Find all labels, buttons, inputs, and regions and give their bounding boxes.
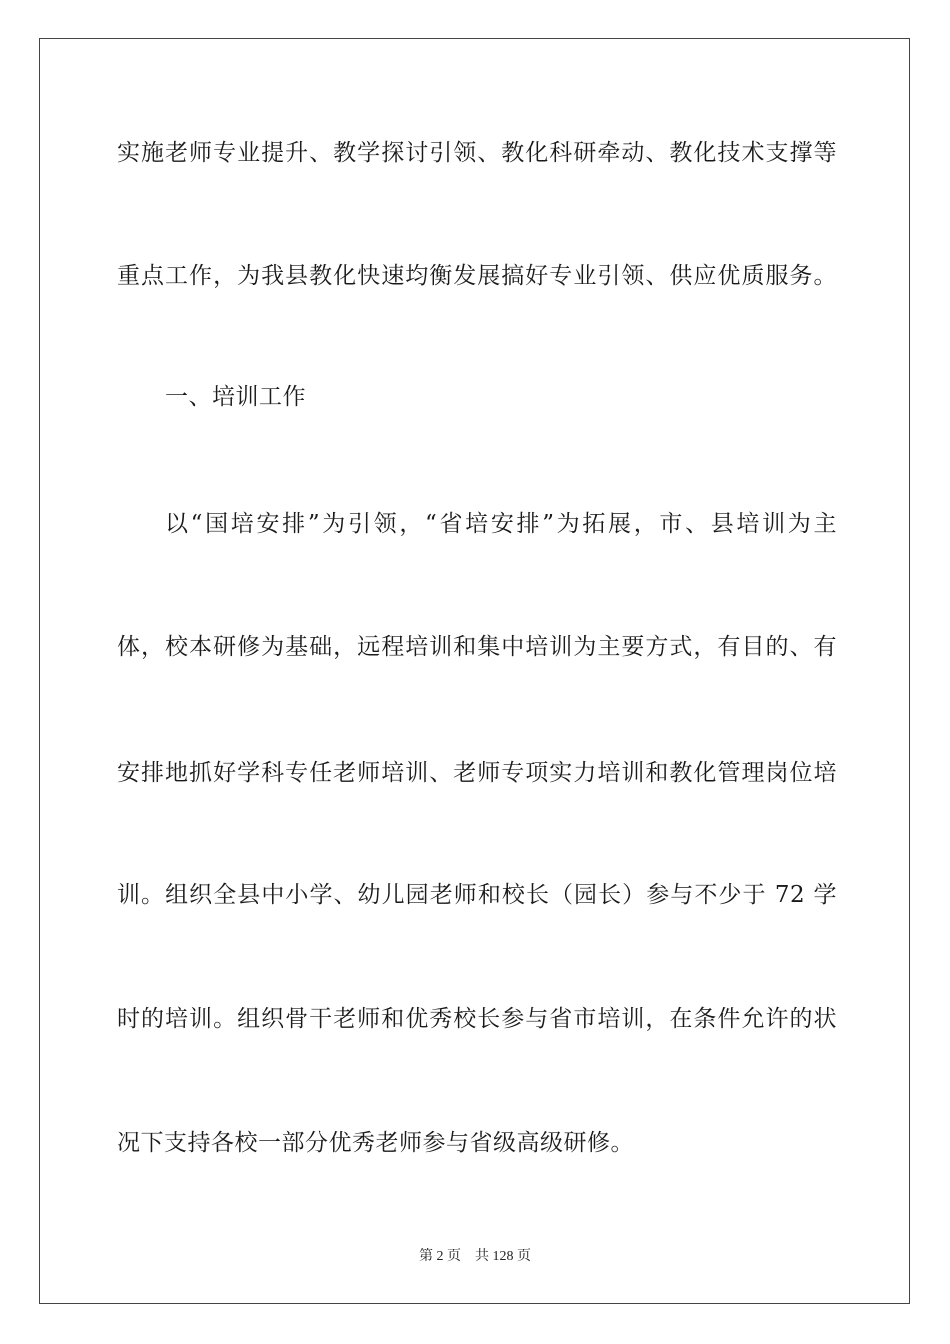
- paragraph-line-2: 重点工作，为我县教化快速均衡发展搞好专业引领、供应优质服务。: [117, 263, 837, 289]
- page-total: 共 128 页: [475, 1249, 531, 1264]
- section-heading: 一、培训工作: [165, 384, 306, 410]
- paragraph-line-7: 时的培训。组织骨干老师和优秀校长参与省市培训，在条件允许的状: [117, 1006, 837, 1032]
- paragraph-line-8: 况下支持各校一部分优秀老师参与省级高级研修。: [117, 1130, 634, 1156]
- paragraph-line-1: 实施老师专业提升、教学探讨引领、教化科研牵动、教化技术支撑等: [117, 140, 837, 166]
- paragraph-line-3: 以“国培安排”为引领，“省培安排”为拓展，市、县培训为主: [165, 511, 837, 537]
- paragraph-line-5: 安排地抓好学科专任老师培训、老师专项实力培训和教化管理岗位培: [117, 760, 837, 786]
- paragraph-line-6: 训。组织全县中小学、幼儿园老师和校长（园长）参与不少于 72 学: [117, 882, 837, 908]
- paragraph-line-4: 体，校本研修为基础，远程培训和集中培训为主要方式，有目的、有: [117, 634, 837, 660]
- page-footer: [0, 1248, 950, 1266]
- page-frame: [39, 38, 910, 1304]
- page-number: 第 2 页: [419, 1249, 461, 1264]
